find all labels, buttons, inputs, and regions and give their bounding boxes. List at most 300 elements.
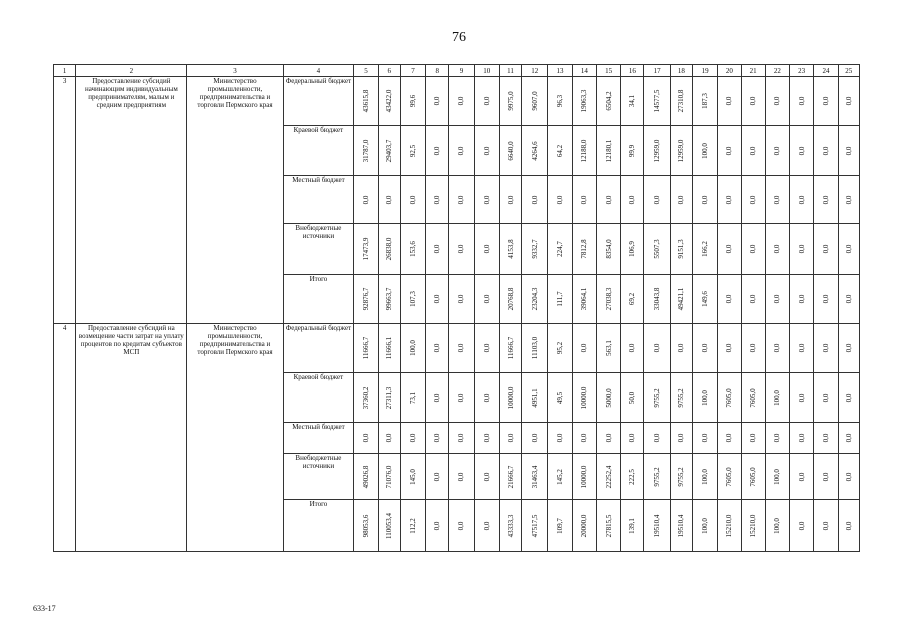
value-cell [499, 423, 521, 454]
column-number: 13 [548, 65, 572, 77]
value-text: 0,0 [408, 195, 417, 204]
value-text: 9607,0 [530, 91, 539, 111]
value-text: 21666,7 [506, 465, 515, 488]
value-text: 33043,8 [653, 287, 662, 311]
value-text: 17473,9 [361, 237, 370, 261]
value-cell [765, 500, 789, 552]
value-cell [670, 423, 692, 454]
value-cell [621, 373, 644, 423]
value-text: 145,2 [556, 468, 565, 485]
value-cell [378, 176, 400, 224]
value-text: 224,7 [556, 241, 565, 257]
value-cell [765, 423, 789, 454]
value-text: 0,0 [361, 433, 370, 443]
value-cell [644, 500, 670, 552]
value-cell [790, 423, 814, 454]
value-cell [670, 454, 692, 500]
value-text: 0,0 [821, 521, 830, 530]
value-text: 100,0 [773, 389, 782, 406]
value-text: 0,0 [797, 96, 806, 106]
value-cell [838, 324, 859, 373]
value-cell [692, 176, 717, 224]
value-cell [838, 454, 859, 500]
value-cell [378, 126, 400, 176]
value-cell [838, 176, 859, 224]
value-text: 0,0 [361, 195, 370, 204]
value-text: 0,0 [725, 244, 734, 254]
value-text: 12959,0 [653, 139, 662, 162]
column-number: 8 [426, 65, 449, 77]
value-text: 15210,0 [749, 514, 758, 537]
value-text: 43615,8 [361, 89, 370, 113]
value-cell [765, 454, 789, 500]
footer-code: 633-17 [33, 604, 56, 613]
value-text: 0,0 [628, 195, 637, 204]
value-cell [449, 454, 474, 500]
value-text: 64,2 [556, 144, 565, 157]
value-text: 27815,5 [604, 514, 613, 537]
value-text: 9755,2 [653, 466, 662, 487]
value-text: 7605,0 [749, 466, 758, 487]
column-number: 19 [692, 65, 717, 77]
value-text: 0,0 [653, 195, 662, 204]
column-number: 4 [283, 65, 354, 77]
value-text: 27311,3 [385, 386, 394, 409]
value-cell [596, 224, 620, 275]
value-cell [596, 500, 620, 552]
executor-name: Министерство промышленности, предпринимательства и торговли Пермского края [187, 77, 283, 324]
column-number: 10 [474, 65, 499, 77]
value-cell [718, 454, 741, 500]
value-text: 0,0 [797, 343, 806, 353]
value-cell [354, 423, 378, 454]
column-number: 1 [54, 65, 76, 77]
value-text: 0,0 [725, 294, 734, 304]
value-cell [670, 500, 692, 552]
value-cell [765, 275, 789, 324]
value-cell [572, 373, 596, 423]
value-text: 0,0 [433, 195, 442, 204]
value-text: 71076,0 [385, 465, 394, 488]
value-text: 106,9 [628, 241, 637, 257]
value-cell [670, 224, 692, 275]
value-cell [499, 324, 521, 373]
value-text: 110053,4 [385, 512, 394, 539]
column-number: 24 [814, 65, 838, 77]
value-text: 92,5 [408, 144, 417, 157]
value-cell [621, 500, 644, 552]
value-text: 5000,0 [604, 387, 613, 408]
value-text: 11666,7 [506, 336, 515, 360]
value-text: 0,0 [653, 433, 662, 443]
value-text: 0,0 [457, 343, 466, 353]
column-number: 12 [522, 65, 548, 77]
value-cell [426, 373, 449, 423]
value-text: 0,0 [653, 343, 662, 353]
value-cell [765, 373, 789, 423]
value-text: 0,0 [797, 472, 806, 481]
page-number: 76 [452, 30, 466, 45]
row-number: 3 [54, 77, 76, 324]
value-cell [378, 500, 400, 552]
value-cell [644, 373, 670, 423]
value-cell [400, 176, 425, 224]
value-cell [572, 176, 596, 224]
value-cell [499, 176, 521, 224]
value-cell [718, 275, 741, 324]
value-cell [596, 454, 620, 500]
value-cell [692, 77, 717, 126]
value-cell [596, 176, 620, 224]
value-text: 0,0 [749, 433, 758, 443]
value-cell [354, 373, 378, 423]
value-cell [838, 126, 859, 176]
value-text: 0,0 [506, 195, 515, 204]
value-text: 39064,1 [580, 287, 589, 311]
value-cell [790, 500, 814, 552]
value-cell [449, 500, 474, 552]
column-number: 6 [378, 65, 400, 77]
value-cell [400, 275, 425, 324]
value-text: 9755,2 [677, 466, 686, 487]
column-number: 2 [76, 65, 187, 77]
value-text: 107,3 [408, 291, 417, 307]
value-text: 0,0 [797, 393, 806, 402]
value-text: 0,0 [457, 294, 466, 304]
table-row [54, 324, 860, 373]
value-text: 0,0 [628, 343, 637, 353]
value-text: 4153,8 [506, 239, 515, 259]
value-text: 0,0 [725, 195, 734, 204]
value-text: 0,0 [433, 96, 442, 106]
value-cell [426, 454, 449, 500]
value-cell [838, 373, 859, 423]
value-cell [644, 77, 670, 126]
value-text: 27310,8 [677, 89, 686, 113]
column-number: 15 [596, 65, 620, 77]
value-text: 0,0 [433, 393, 442, 402]
value-cell [741, 454, 765, 500]
value-text: 0,0 [844, 521, 853, 530]
value-cell [718, 500, 741, 552]
value-cell [814, 454, 838, 500]
value-cell [378, 423, 400, 454]
value-text: 47517,5 [530, 514, 539, 537]
value-cell [644, 126, 670, 176]
value-text: 10000,0 [580, 465, 589, 488]
value-text: 0,0 [457, 433, 466, 443]
value-cell [378, 373, 400, 423]
value-cell [838, 275, 859, 324]
value-cell [474, 275, 499, 324]
value-cell [426, 324, 449, 373]
value-cell [621, 275, 644, 324]
value-cell [596, 126, 620, 176]
value-text: 0,0 [844, 244, 853, 254]
funding-source-label: Итого [283, 275, 354, 324]
value-cell [741, 176, 765, 224]
value-text: 0,0 [821, 195, 830, 204]
column-number: 11 [499, 65, 521, 77]
value-cell [644, 423, 670, 454]
value-cell [474, 77, 499, 126]
value-cell [426, 500, 449, 552]
value-cell [814, 500, 838, 552]
value-text: 222,5 [628, 468, 637, 485]
value-text: 49,5 [556, 391, 565, 404]
value-cell [378, 224, 400, 275]
value-text: 6504,2 [604, 91, 613, 111]
value-cell [474, 423, 499, 454]
value-text: 4951,1 [530, 387, 539, 408]
value-cell [572, 500, 596, 552]
value-text: 0,0 [482, 244, 491, 254]
value-cell [621, 454, 644, 500]
value-text: 187,3 [701, 93, 710, 109]
value-text: 10000,0 [506, 386, 515, 409]
value-text: 0,0 [433, 433, 442, 443]
value-cell [596, 275, 620, 324]
value-cell [718, 126, 741, 176]
value-text: 0,0 [821, 433, 830, 443]
value-text: 0,0 [482, 96, 491, 106]
value-cell [548, 126, 572, 176]
value-text: 0,0 [797, 433, 806, 443]
value-text: 9755,2 [653, 387, 662, 408]
value-text: 0,0 [580, 343, 589, 353]
value-cell [354, 126, 378, 176]
value-text: 0,0 [433, 521, 442, 530]
value-cell [449, 373, 474, 423]
value-cell [449, 275, 474, 324]
value-text: 0,0 [821, 96, 830, 106]
budget-table [53, 64, 860, 552]
value-cell [426, 77, 449, 126]
value-cell [474, 373, 499, 423]
value-text: 100,0 [408, 340, 417, 356]
value-cell [814, 77, 838, 126]
funding-source-label: Федеральный бюджет [283, 77, 354, 126]
value-cell [670, 126, 692, 176]
funding-source-label: Внебюджетные источники [283, 454, 354, 500]
value-text: 12959,0 [677, 139, 686, 162]
value-cell [449, 126, 474, 176]
value-cell [426, 423, 449, 454]
value-text: 0,0 [844, 195, 853, 204]
value-text: 11666,1 [385, 336, 394, 360]
value-text: 9755,2 [677, 387, 686, 408]
value-cell [572, 423, 596, 454]
value-cell [790, 126, 814, 176]
value-text: 14577,5 [653, 89, 662, 113]
value-cell [741, 77, 765, 126]
column-number: 22 [765, 65, 789, 77]
value-cell [572, 454, 596, 500]
value-text: 0,0 [530, 195, 539, 204]
value-cell [548, 176, 572, 224]
value-text: 23204,3 [530, 287, 539, 311]
value-cell [814, 126, 838, 176]
value-cell [692, 454, 717, 500]
value-text: 0,0 [482, 393, 491, 402]
column-number-row [54, 65, 860, 77]
value-text: 0,0 [844, 294, 853, 304]
value-text: 0,0 [701, 343, 710, 353]
value-text: 0,0 [844, 96, 853, 106]
value-text: 0,0 [773, 294, 782, 304]
value-cell [621, 77, 644, 126]
value-text: 100,0 [701, 389, 710, 406]
value-text: 9975,0 [506, 91, 515, 111]
value-text: 166,2 [701, 241, 710, 257]
value-cell [378, 454, 400, 500]
value-text: 0,0 [433, 294, 442, 304]
value-text: 98053,6 [361, 514, 370, 537]
value-text: 11666,7 [361, 336, 370, 360]
value-cell [354, 500, 378, 552]
value-cell [499, 500, 521, 552]
value-cell [644, 224, 670, 275]
value-cell [596, 77, 620, 126]
value-text: 96,3 [556, 94, 565, 108]
column-number: 7 [400, 65, 425, 77]
value-cell [692, 275, 717, 324]
value-cell [644, 454, 670, 500]
value-cell [354, 77, 378, 126]
value-text: 7812,8 [580, 239, 589, 259]
value-cell [499, 126, 521, 176]
value-text: 7605,0 [725, 466, 734, 487]
value-text: 7605,0 [725, 387, 734, 408]
value-cell [814, 324, 838, 373]
value-cell [354, 324, 378, 373]
value-text: 0,0 [482, 294, 491, 304]
value-text: 0,0 [725, 96, 734, 106]
column-number: 21 [741, 65, 765, 77]
value-cell [644, 275, 670, 324]
value-cell [449, 224, 474, 275]
value-cell [790, 176, 814, 224]
value-cell [621, 423, 644, 454]
value-text: 49421,1 [677, 287, 686, 311]
value-text: 0,0 [580, 195, 589, 204]
value-text: 37360,2 [361, 386, 370, 409]
value-cell [522, 423, 548, 454]
funding-source-label: Итого [283, 500, 354, 552]
value-text: 0,0 [506, 433, 515, 443]
value-text: 5507,3 [653, 239, 662, 259]
value-cell [741, 324, 765, 373]
value-cell [765, 176, 789, 224]
value-text: 11103,0 [530, 336, 539, 360]
value-text: 9332,7 [530, 239, 539, 259]
value-cell [670, 373, 692, 423]
value-cell [718, 423, 741, 454]
value-text: 0,0 [530, 433, 539, 443]
value-cell [426, 224, 449, 275]
value-cell [378, 275, 400, 324]
value-cell [522, 77, 548, 126]
value-cell [354, 176, 378, 224]
value-cell [790, 454, 814, 500]
value-text: 145,0 [408, 468, 417, 485]
row-number: 4 [54, 324, 76, 552]
value-text: 26838,0 [385, 237, 394, 261]
value-cell [621, 126, 644, 176]
value-cell [400, 423, 425, 454]
value-text: 0,0 [773, 146, 782, 155]
value-cell [814, 423, 838, 454]
value-text: 0,0 [701, 433, 710, 443]
value-cell [621, 224, 644, 275]
column-number: 25 [838, 65, 859, 77]
value-cell [670, 77, 692, 126]
value-cell [596, 373, 620, 423]
value-cell [644, 324, 670, 373]
value-text: 31463,4 [530, 465, 539, 488]
value-cell [522, 373, 548, 423]
value-text: 0,0 [677, 195, 686, 204]
value-text: 0,0 [433, 343, 442, 353]
value-cell [692, 224, 717, 275]
value-text: 0,0 [773, 433, 782, 443]
value-cell [474, 324, 499, 373]
value-text: 0,0 [725, 343, 734, 353]
value-text: 20000,0 [580, 514, 589, 537]
value-text: 0,0 [821, 294, 830, 304]
value-cell [692, 324, 717, 373]
value-cell [572, 126, 596, 176]
column-number: 17 [644, 65, 670, 77]
value-text: 12188,0 [580, 139, 589, 162]
value-cell [838, 224, 859, 275]
value-cell [692, 423, 717, 454]
funding-source-label: Внебюджетные источники [283, 224, 354, 275]
value-cell [741, 373, 765, 423]
value-text: 0,0 [844, 433, 853, 443]
value-text: 0,0 [844, 393, 853, 402]
value-cell [718, 176, 741, 224]
value-text: 0,0 [457, 96, 466, 106]
value-cell [426, 126, 449, 176]
value-text: 112,2 [408, 517, 417, 534]
value-cell [400, 324, 425, 373]
value-cell [814, 275, 838, 324]
value-cell [670, 324, 692, 373]
value-cell [499, 224, 521, 275]
column-number: 5 [354, 65, 378, 77]
value-text: 0,0 [701, 195, 710, 204]
value-text: 563,1 [604, 340, 613, 356]
value-text: 73,1 [408, 391, 417, 404]
value-cell [426, 275, 449, 324]
value-text: 0,0 [773, 244, 782, 254]
value-text: 0,0 [556, 433, 565, 443]
value-text: 0,0 [749, 195, 758, 204]
value-text: 0,0 [749, 343, 758, 353]
value-text: 111,7 [556, 291, 565, 307]
value-cell [838, 423, 859, 454]
value-text: 0,0 [385, 195, 394, 204]
value-cell [838, 500, 859, 552]
value-text: 0,0 [749, 294, 758, 304]
value-cell [692, 126, 717, 176]
value-cell [765, 77, 789, 126]
value-text: 19063,3 [580, 89, 589, 113]
value-cell [354, 275, 378, 324]
value-cell [548, 224, 572, 275]
value-text: 0,0 [844, 146, 853, 155]
